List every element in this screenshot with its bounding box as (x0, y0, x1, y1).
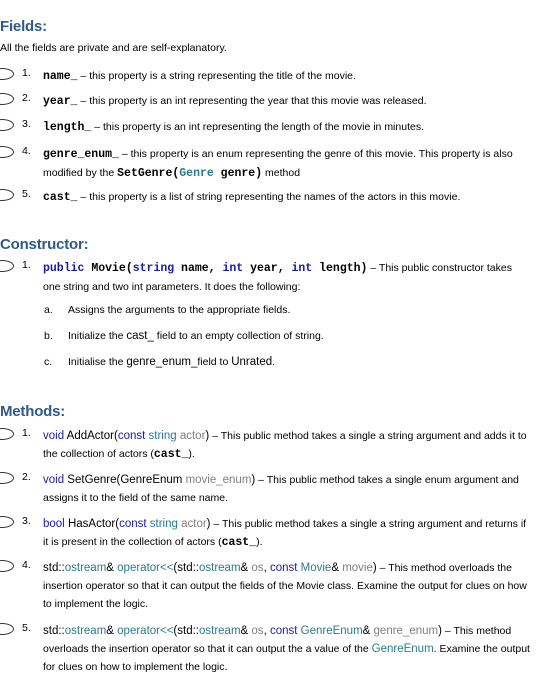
list-bullet-icon (0, 428, 14, 440)
list-bullet-icon (0, 260, 14, 272)
list-bullet-icon (0, 516, 14, 528)
methods-heading: Methods: (0, 403, 66, 420)
list-bullet-icon (0, 146, 14, 158)
fields-intro: All the fields are private and are self-explanatory. (0, 42, 227, 54)
list-bullet-icon (0, 189, 14, 201)
list-bullet-icon (0, 119, 14, 131)
constructor-heading: Constructor: (0, 236, 89, 253)
list-bullet-icon (0, 623, 14, 635)
list-bullet-icon (0, 68, 14, 80)
fields-heading: Fields: (0, 18, 47, 35)
list-bullet-icon (0, 560, 14, 572)
list-bullet-icon (0, 93, 14, 105)
list-bullet-icon (0, 472, 14, 484)
